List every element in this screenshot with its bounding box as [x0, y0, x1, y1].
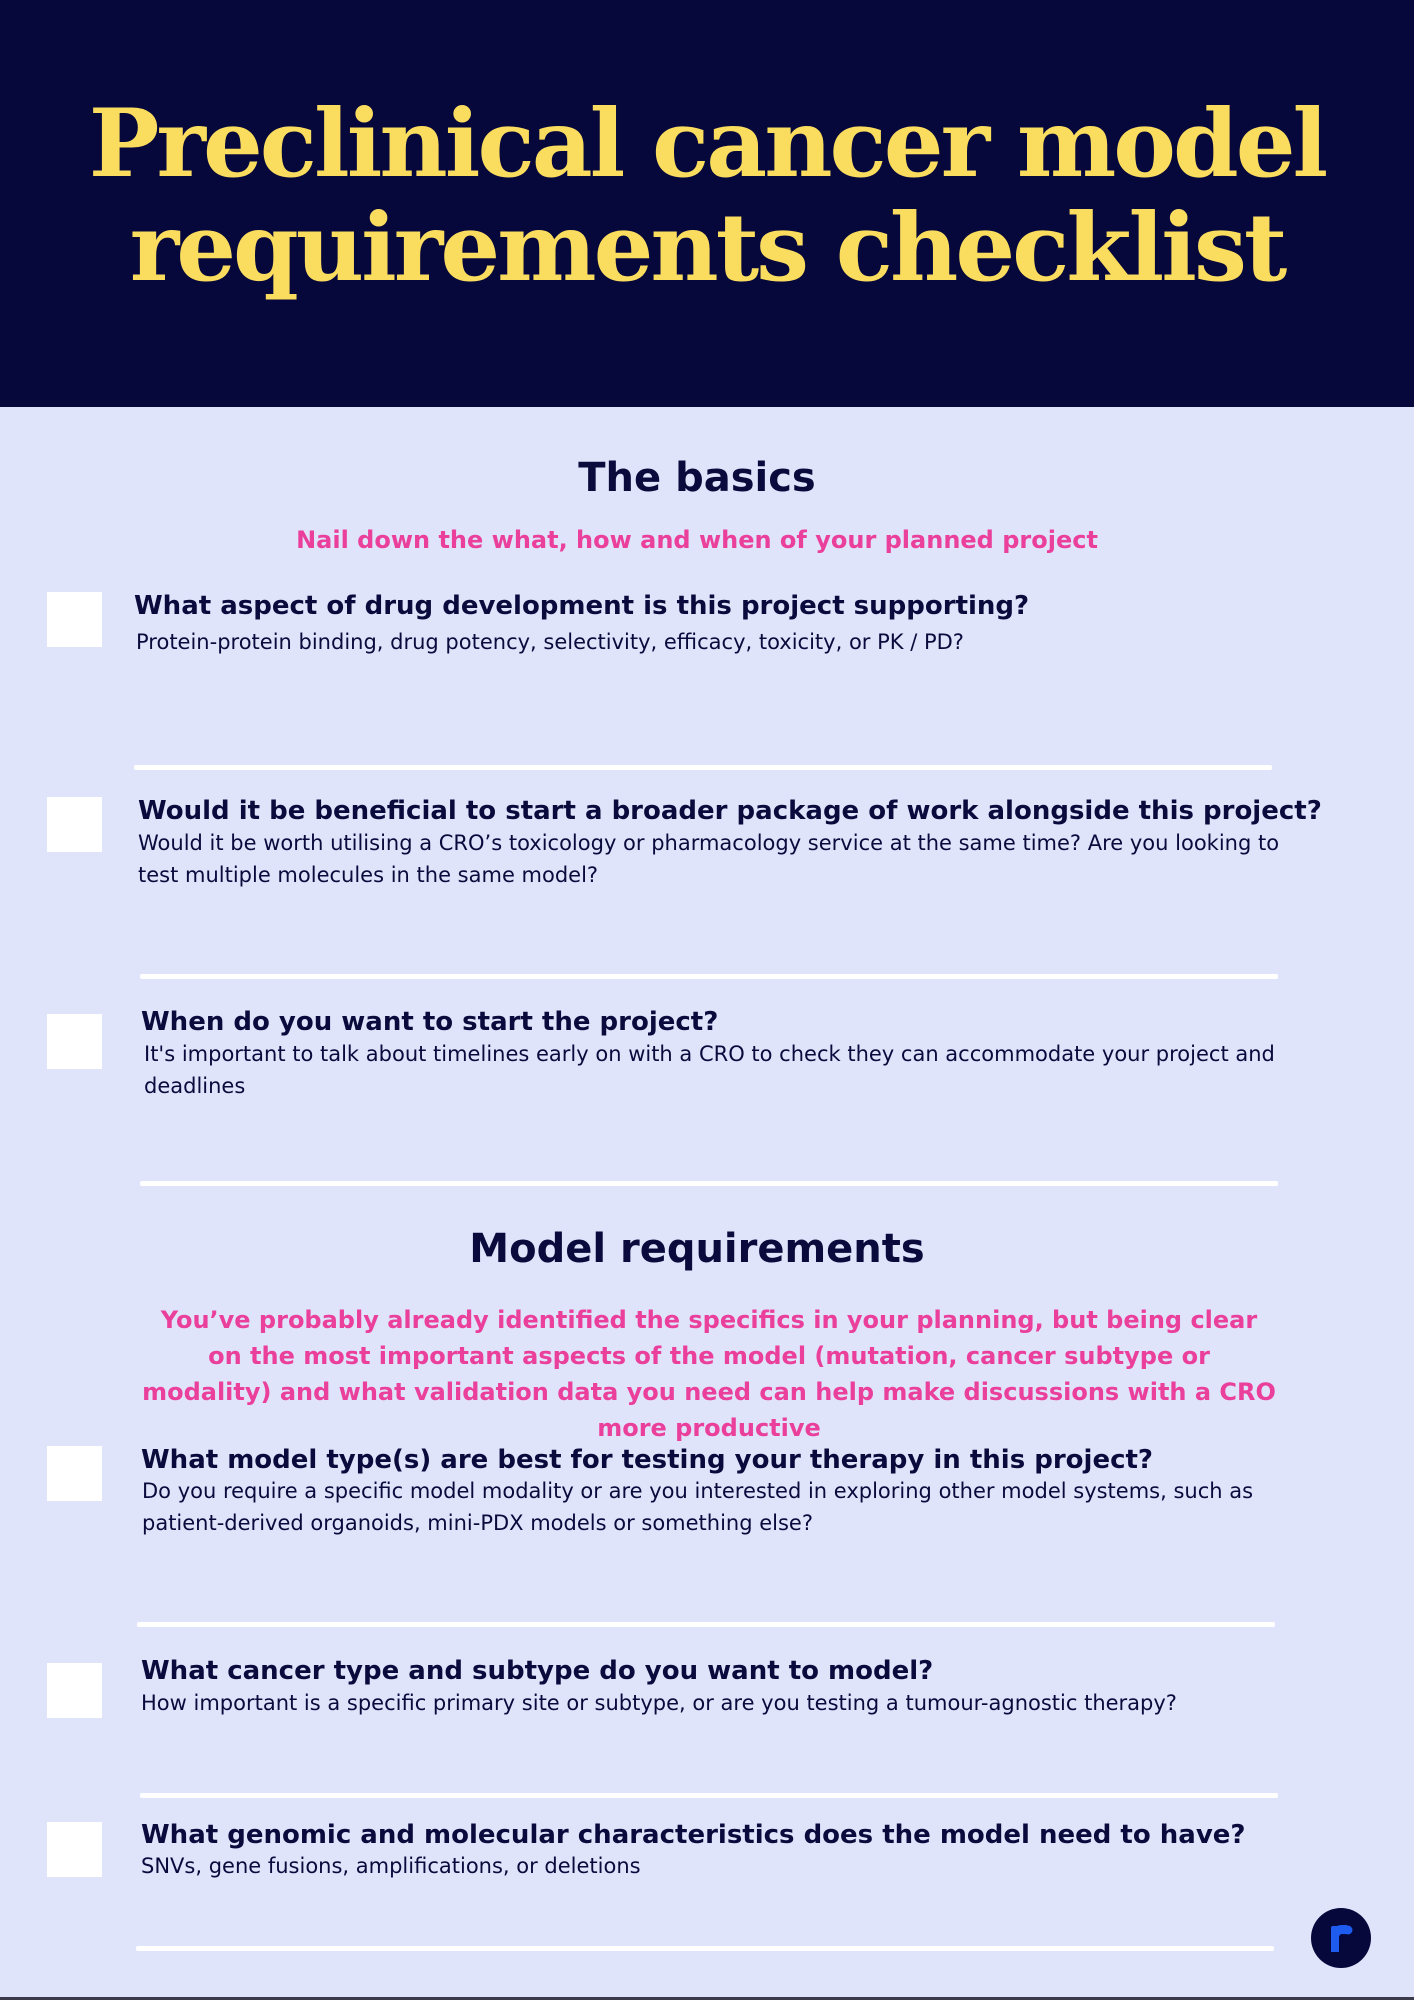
divider — [136, 1946, 1274, 1951]
checkbox-cancer-type[interactable] — [47, 1663, 102, 1718]
checkbox-broader-package[interactable] — [47, 797, 102, 852]
detail-project-start: It's important to talk about timelines early on with a CRO to check they can accommodate your project and deadlines — [144, 1042, 1275, 1098]
detail-drug-development-aspect: Protein-protein binding, drug potency, selectivity, efficacy, toxicity, or PK / PD? — [136, 630, 964, 654]
detail-broader-package: Would it be worth utilising a CRO’s toxicology or pharmacology service at the same time? Are you looking to test multiple molecules in the same model? — [138, 831, 1280, 887]
divider — [134, 765, 1272, 770]
detail-genomic-characteristics: SNVs, gene fusions, amplifications, or deletions — [141, 1854, 641, 1878]
header-banner — [0, 0, 1414, 407]
section-heading-model-requirements: Model requirements — [469, 1226, 925, 1272]
question-broader-package: Would it be beneficial to start a broader package of work alongside this project? — [138, 796, 1322, 826]
question-drug-development-aspect: What aspect of drug development is this project supporting? — [134, 591, 1030, 621]
divider — [140, 1181, 1278, 1186]
divider — [140, 1793, 1278, 1798]
r-logo-icon — [1311, 1908, 1371, 1968]
checkbox-genomic-characteristics[interactable] — [47, 1822, 102, 1877]
question-model-types: What model type(s) are best for testing your therapy in this project? — [141, 1445, 1154, 1475]
question-project-start: When do you want to start the project? — [141, 1007, 719, 1037]
section-subheading-model-requirements: You’ve probably already identified the specifics in your planning, but being clear on the most important aspects of the model (mutation, cancer subtype or modality) and what validation data you need can help make discussions with a CRO more productive — [142, 1306, 1276, 1442]
section-heading-basics: The basics — [578, 455, 816, 501]
question-genomic-characteristics: What genomic and molecular characteristics does the model need to have? — [141, 1820, 1246, 1850]
checkbox-drug-development-aspect[interactable] — [47, 592, 102, 647]
divider — [140, 974, 1278, 979]
divider — [137, 1622, 1275, 1627]
question-cancer-type: What cancer type and subtype do you want to model? — [141, 1656, 934, 1686]
checkbox-project-start[interactable] — [47, 1014, 102, 1069]
detail-cancer-type: How important is a specific primary site or subtype, or are you testing a tumour-agnostic therapy? — [141, 1691, 1177, 1715]
section-subheading-basics: Nail down the what, how and when of your planned project — [296, 526, 1098, 554]
detail-model-types: Do you require a specific model modality or are you interested in exploring other model systems, such as patient-derived organoids, mini-PDX models or something else? — [142, 1479, 1254, 1535]
checkbox-model-types[interactable] — [47, 1446, 102, 1501]
page-title: Preclinical cancer model requirements checklist — [88, 89, 1326, 303]
